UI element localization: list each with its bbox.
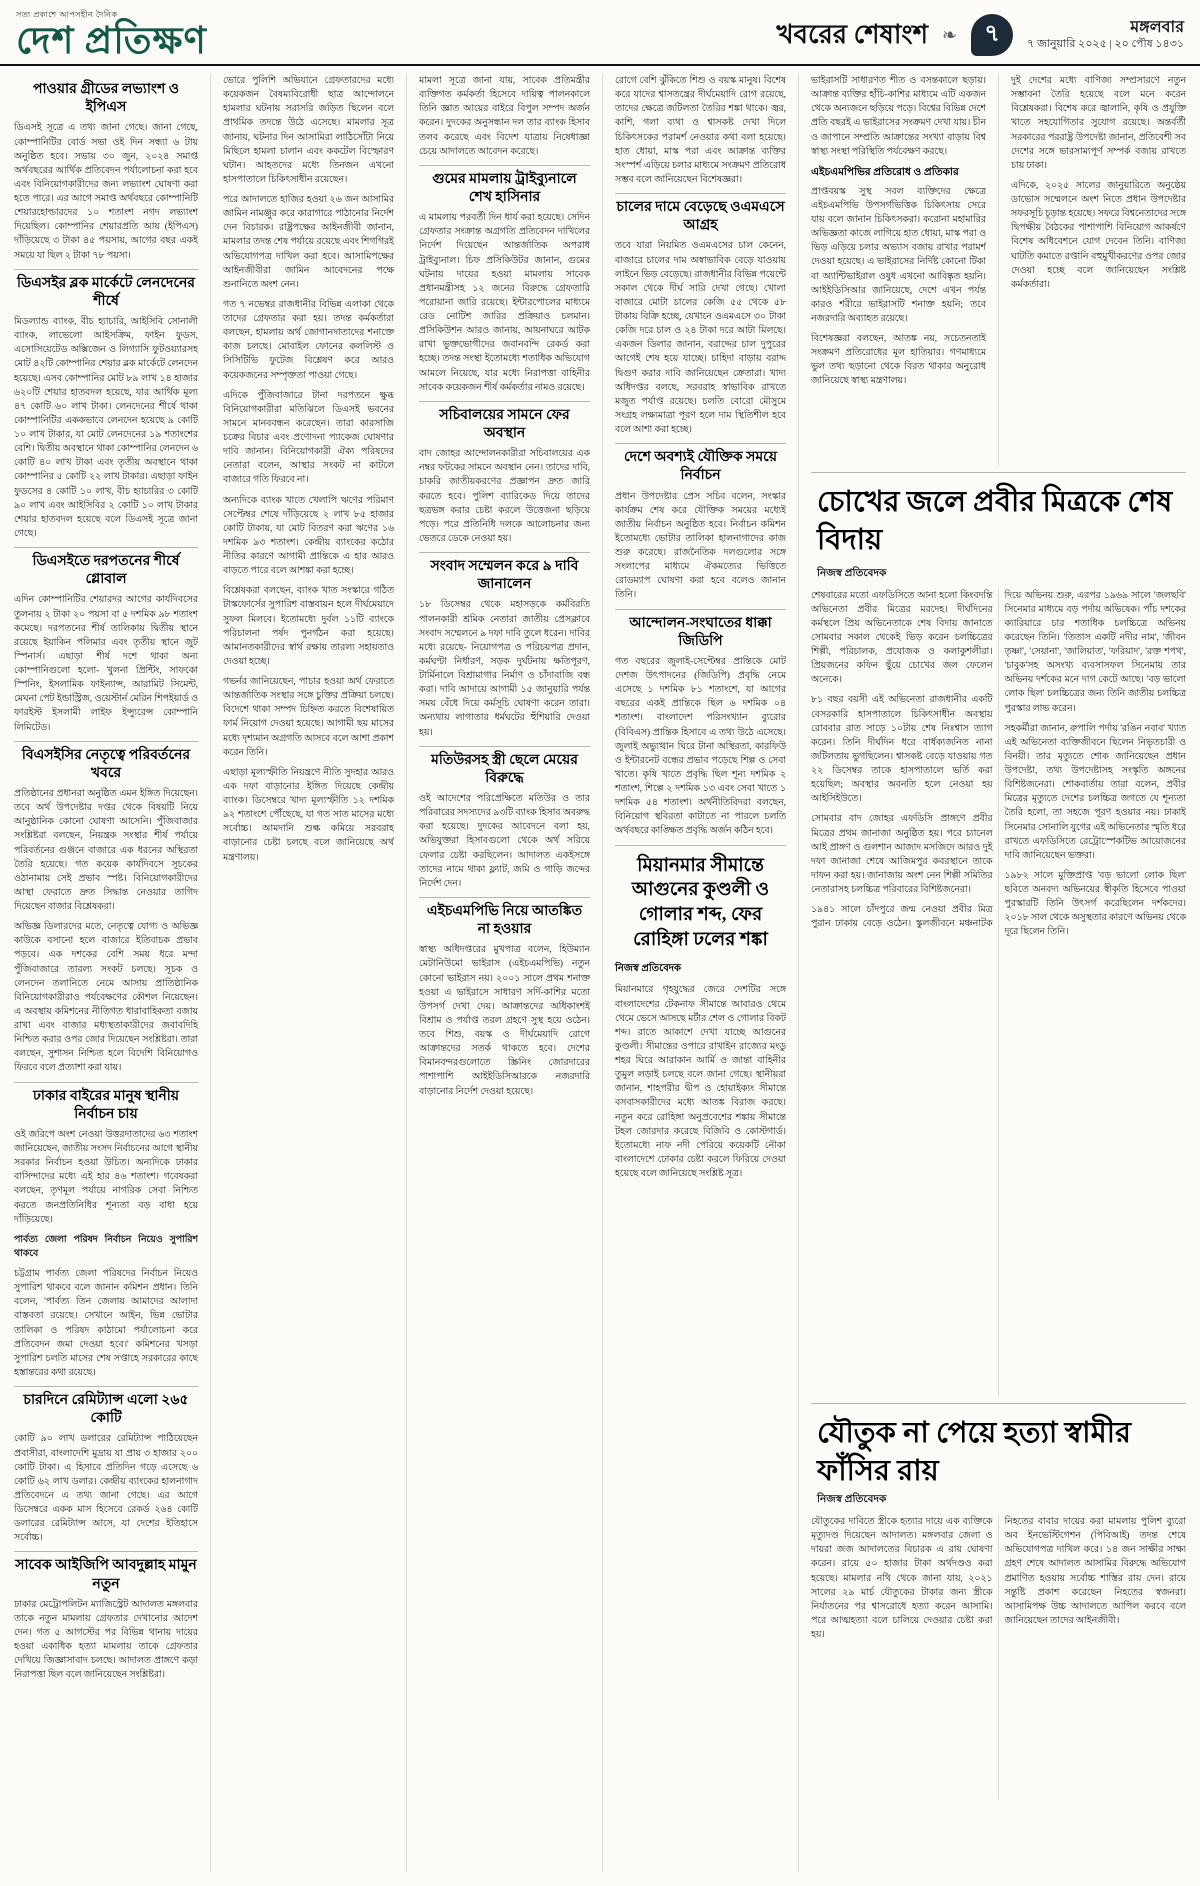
column-2 xyxy=(210,74,394,1872)
headline-matiur-family: মতিউরসহ স্ত্রী ছেলে মেয়ের বিরুদ্ধে xyxy=(419,746,590,792)
body-text: ১৮ ডিসেম্বর থেকে মহাসড়কে কর্মবিরতি পালনকারী শ্রমিক নেতারা জাতীয় প্রেসক্লাবে সংবাদ সম্মেলনে ৯ দফা দাবি তুলে ধরেন। দাবির মধ্যে রয়েছে- নিয়োগপত্র ও পরিচয়পত্র প্রদান, কর্মঘণ্টা নির্ধারণ, সড়ক দুর্ঘটনায় ক্ষতিপূরণ, টার্মিনালে বিশ্রামাগার নির্মাণ ও চাঁদাবাজি বন্ধ করা। দাবি আদায়ে আগামী ১৫ জানুয়ারি পর্যন্ত সময় বেঁধে দিয়ে কর্মসূচি ঘোষণা করেন তারা। অন্যথায় লাগাতার ধর্মঘটের হুঁশিয়ারি দেওয়া হয়। xyxy=(419,600,590,738)
body-text: সোমবার বাদ জোহর এফডিসি প্রাঙ্গণে প্রবীর মিত্রের প্রথম জানাজা অনুষ্ঠিত হয়। পরে চ্যানেল আই প্রাঙ্গণ ও গুলশান আজাদ মসজিদে আরও দুই দফা জানাজা শেষে আজিমপুর কবরস্থানে তাকে দাফন করা হয়। জানাজায় অংশ নেন শিল্পী সমিতির নেতারাসহ চলচ্চিত্র পরিবারের বিশিষ্টজনেরা। xyxy=(811,814,993,896)
body-text: স্বাস্থ্য অধিদপ্তরের মুখপাত্র বলেন, হিউম্যান মেটানিউমো ভাইরাস (এইচএমপিভি) নতুন কোনো ভাইরাস নয়। ২০০১ সালে প্রথম শনাক্ত হওয়া এ ভাইরাসে সাধারণ সর্দি-কাশির মতো উপসর্গ দেখা দেয়। আক্রান্তদের অধিকাংশই বিশ্রাম ও পর্যাপ্ত তরল গ্রহণে সুস্থ হয়ে ওঠেন। তবে শিশু, বয়স্ক ও দীর্ঘমেয়াদি রোগে আক্রান্তদের সতর্ক থাকতে হবে। দেশের বিমানবন্দরগুলোতে স্ক্রিনিং জোরদারের পাশাপাশি আইইডিসিআরকে নজরদারি বাড়ানোর নির্দেশ দেওয়া হয়েছে। xyxy=(419,945,590,1097)
headline-dowry-verdict: যৌতুক না পেয়ে হত্যা স্বামীর ফাঁসির রায় xyxy=(817,1416,1131,1487)
body-text: বিশেষজ্ঞরা বলছেন, আতঙ্ক নয়, সচেতনতাই সংক্রমণ প্রতিরোধের মূল হাতিয়ার। গণমাধ্যমে ভুল তথ্য ছড়ানো থেকে বিরত থাকার অনুরোধ জানিয়েছে স্বাস্থ্য মন্ত্রণালয়। xyxy=(811,334,986,387)
floral-ornament-icon xyxy=(942,26,957,44)
headline-power-grid: পাওয়ার গ্রীডের লভ্যাংশ ও ইপিএস xyxy=(32,82,180,116)
body-text: এদিকে পুঁজিবাজারে টানা দরপতনে ক্ষুব্ধ বিনিয়োগকারীরা মতিঝিলে ডিএসই ভবনের সামনে মানববন্ধন করেছেন। তারা কারসাজি চক্রের বিচার এবং প্রণোদনা প্যাকেজ ঘোষণার দাবি জানান। বিনিয়োগকারী ঐক্য পরিষদের নেতারা বলেন, আস্থার সংকট না কাটলে বাজারে গতি ফিরবে না। xyxy=(223,390,394,486)
byline-dowry-verdict: নিজস্ব প্রতিবেদক xyxy=(817,1494,887,1506)
masthead-tagline: সত্য প্রকাশে আপসহীন দৈনিক xyxy=(16,10,118,19)
section-title: খবরের শেষাংশ xyxy=(776,20,928,49)
header-right-cluster xyxy=(776,14,1184,60)
column-5-top xyxy=(811,74,986,466)
headline-nine-demands: সংবাদ সম্মেলন করে ৯ দাবি জানালেন xyxy=(419,552,590,598)
body-text: কোটি ৯০ লাখ ডলারের রেমিট্যান্স পাঠিয়েছেন প্রবাসীরা, বাংলাদেশি মুদ্রায় যা প্রায় ৩ হাজার ২০০ কোটি টাকা। এ হিসাবে প্রতিদিন গড়ে এসেছে ৬ কোটি ৬২ লাখ ডলার। কেন্দ্রীয় ব্যাংকের হালনাগাদ প্রতিবেদনে এ তথ্য জানা গেছে। এর আগে ডিসেম্বরে একক মাস হিসেবে রেকর্ড ২৬৪ কোটি ডলারের রেমিট্যান্স আসে, যা দেশের ইতিহাসে সর্বোচ্চ। xyxy=(14,1434,198,1544)
day-date-block xyxy=(1027,18,1184,52)
body-text: অভিজ্ঞ ডিলারদের মতে, নেতৃত্বে যোগ্য ও অভিজ্ঞ কাউকে বসানো হলে বাজারে ইতিবাচক প্রভাব পড়বে। এক দশকের বেশি সময় ধরে মন্দা পুঁজিবাজারে তারল্য সংকট চলছে। সূচক ও লেনদেন তলানিতে নেমে আসায় প্রাতিষ্ঠানিক বিনিয়োগকারীরাও পর্যবেক্ষণের কৌশল নিয়েছেন। এ অবস্থায় কমিশনের নীতিগত ধারাবাহিকতা বজায় রাখা এবং বাজার মধ্যস্থতাকারীদের জবাবদিহি নিশ্চিত করার ওপর জোর দিয়েছেন সংশ্লিষ্টরা। তারা বলছেন, সুশাসন নিশ্চিত হলে বিদেশি বিনিয়োগও ফিরবে বলে প্রত্যাশা করা যায়। xyxy=(14,922,198,1074)
byline-prabir-mitra: নিজস্ব প্রতিবেদক xyxy=(817,567,887,579)
body-text: ১৯৪১ সালে চাঁদপুরে জন্ম নেওয়া প্রবীর মিত্র পুরান ঢাকায় বেড়ে ওঠেন। স্কুলজীবনে মঞ্চনাটক দিয়ে অভিনয় শুরু, এরপর ১৯৬৯ সালে 'জলছবি' সিনেমার মাধ্যমে বড় পর্দায় অভিষেক। পাঁচ দশকের ক্যারিয়ারে চার শতাধিক চলচ্চিত্রে অভিনয় করেছেন তিনি। 'তিতাস একটি নদীর নাম', 'জীবন তৃষ্ণা', 'সেয়ানা', 'জালিয়াত', 'ফরিয়াদ', 'রক্ত শপথ', 'চাবুক'সহ অসংখ্য ব্যবসাসফল সিনেমায় তার অভিনয় দর্শকের মনে দাগ কেটে আছে। 'বড় ভালো লোক ছিল' চলচ্চিত্রের জন্য তিনি জাতীয় চলচ্চিত্র পুরস্কার লাভ করেন। xyxy=(811,590,1186,930)
body-text: গত বছরের জুলাই-সেপ্টেম্বর প্রান্তিকে মোট দেশজ উৎপাদনের (জিডিপি) প্রবৃদ্ধি নেমে এসেছে ১ দশমিক ৮১ শতাংশে, যা আগের বছরের একই প্রান্তিকে ছিল ৬ দশমিক ০৪ শতাংশ। বাংলাদেশ পরিসংখ্যান ব্যুরোর (বিবিএস) প্রান্তিক হিসাবে এ তথ্য উঠে এসেছে। জুলাই অভ্যুত্থান ঘিরে টানা অস্থিরতা, কারফিউ ও ইন্টারনেট বন্ধের প্রভাব পড়েছে শিল্প ও সেবা খাতে। কৃষি খাতে প্রবৃদ্ধি ছিল শূন্য দশমিক ২ শতাংশ, শিল্পে ২ দশমিক ১৩ এবং সেবা খাতে ১ দশমিক ৫৪ শতাংশ। অর্থনীতিবিদরা বলছেন, বিনিয়োগ স্থবিরতা কাটাতে না পারলে চলতি অর্থবছরে কাঙ্ক্ষিত প্রবৃদ্ধি অর্জন কঠিন হবে। xyxy=(615,656,786,837)
body-text: ঢাকার মেট্রোপলিটন ম্যাজিস্ট্রেট আদালত মঙ্গলবার তাকে নতুন মামলায় গ্রেফতার দেখানোর আদেশ দেন। গত ৫ আগস্টের পর বিভিন্ন থানায় দায়ের হওয়া একাধিক হত্যা মামলায় তাকে গ্রেফতার দেখিয়ে জিজ্ঞাসাবাদ চলছে। আদালত প্রাঙ্গণে কড়া নিরাপত্তা ছিল বলে জানিয়েছেন সংশ্লিষ্টরা। xyxy=(14,1599,198,1681)
body-text: মামলা সূত্রে জানা যায়, সাবেক প্রতিমন্ত্রীর ব্যক্তিগত কর্মকর্তা হিসেবে দায়িত্ব পালনকালে তিনি জ্ঞাত আয়ের বাইরে বিপুল সম্পদ অর্জন করেন। দুদকের অনুসন্ধান দল তার ব্যাংক হিসাব তলব করেছে এবং বিদেশ যাত্রায় নিষেধাজ্ঞা চেয়ে আদালতে আবেদন করেছে। xyxy=(419,76,590,157)
body-text: এ মামলায় পরবর্তী দিন ধার্য করা হয়েছে। সেদিন গ্রেফতার সংক্রান্ত অগ্রগতি প্রতিবেদন দাখিলের নির্দেশ দিয়েছেন আন্তর্জাতিক অপরাধ ট্রাইব্যুনাল। চিফ প্রসিকিউটর জানান, গুমের ঘটনায় দায়ের হওয়া মামলায় সাবেক প্রধানমন্ত্রীসহ ১২ জনের বিরুদ্ধে গ্রেফতারি পরোয়ানা জারি রয়েছে। ইন্টারপোলের মাধ্যমে রেড নোটিশ জারির প্রক্রিয়াও চলমান। প্রসিকিউশন আরও জানায়, আয়নাঘরে আটক রাখা ভুক্তভোগীদের জবানবন্দি রেকর্ড করা হচ্ছে। তদন্ত সংস্থা ইতোমধ্যে শতাধিক অভিযোগ আমলে নিয়েছে, যার মধ্যে নিরাপত্তা বাহিনীর সাবেক কয়েকজন শীর্ষ কর্মকর্তার নামও রয়েছে। xyxy=(419,213,590,393)
column-3 xyxy=(406,74,590,1872)
headline-local-elections: ঢাকার বাইরের মানুষ স্থানীয় নির্বাচন চায় xyxy=(14,1082,198,1128)
headline-dse-block-market: ডিএসইর ব্লক মার্কেটে লেনদেনের শীর্ষে xyxy=(14,269,198,315)
date-label: ৭ জানুয়ারি ২০২৫ | ২০ পৌষ ১৪৩১ xyxy=(1027,38,1184,51)
body-text: মিয়ানমারে গৃহযুদ্ধের জেরে দেশটির সঙ্গে বাংলাদেশের টেকনাফ সীমান্তে আবারও থেমে থেমে ভেসে আসছে মর্টার শেল ও গোলার বিকট শব্দ। রাতে আকাশে দেখা যাচ্ছে আগুনের কুণ্ডলী। সীমান্তের ওপারে রাখাইন রাজ্যের মংডু শহর ঘিরে আরাকান আর্মি ও জান্তা বাহিনীর তুমুল লড়াই চলছে বলে জানা গেছে। স্থানীয়রা জানান, শাহপরীর দ্বীপ ও হোয়াইক্যং সীমান্তে বসবাসকারীদের মধ্যে আতঙ্ক বিরাজ করছে। নতুন করে রোহিঙ্গা অনুপ্রবেশের শঙ্কায় সীমান্তে টহল জোরদার করেছে বিজিবি ও কোস্টগার্ড। ইতোমধ্যে নাফ নদী পেরিয়ে কয়েকটি নৌকা বাংলাদেশে ঢোকার চেষ্টা করলে ফিরিয়ে দেওয়া হয়েছে বলে জানিয়েছে সংশ্লিষ্ট সূত্র। xyxy=(615,985,786,1179)
body-text: নিহতের বাবার দায়ের করা মামলায় পুলিশ ব্যুরো অব ইনভেস্টিগেশন (পিবিআই) তদন্ত শেষে অভিযোগপত্র দাখিল করে। ১৪ জন সাক্ষীর সাক্ষ্য গ্রহণ শেষে আদালত আসামির বিরুদ্ধে অভিযোগ প্রমাণিত হওয়ায় সর্বোচ্চ শাস্তির রায় দেন। রায়ে সন্তুষ্টি প্রকাশ করেছেন নিহতের স্বজনরা। আসামিপক্ষ উচ্চ আদালতে আপিল করবে বলে জানিয়েছেন তাদের আইনজীবী। xyxy=(1004,1517,1186,1626)
headline-secretariat-protest: সচিবালয়ের সামনে ফের অবস্থান xyxy=(419,401,590,447)
headline-myanmar-border: মিয়ানমার সীমান্তে আগুনের কুণ্ডলী ও গোলার শব্দ, ফের রোহিঙ্গা ঢলের শঙ্কা xyxy=(615,845,786,958)
body-text: পরে আদালতে হাজির হওয়া ২৬ জন আসামির জামিন নামঞ্জুর করে কারাগারে পাঠানোর নির্দেশ দেন বিচারক। রাষ্ট্রপক্ষের আইনজীবী জানান, মামলার তদন্ত শেষ পর্যায়ে রয়েছে এবং শিগগিরই অভিযোগপত্র দাখিল করা হবে। আসামিপক্ষের আইনজীবীরা জামিন আবেদনের পক্ষে শুনানিতে অংশ নেন। xyxy=(223,195,394,290)
headline-prabir-mitra-farewell: চোখের জলে প্রবীর মিত্রকে শেষ বিদায় xyxy=(817,486,1173,557)
headline-tribunal-hasina: গুমের মামলায় ট্রাইব্যুনালে শেখ হাসিনার xyxy=(419,165,590,211)
body-text: বিশ্লেষকরা বলছেন, ব্যাংক খাত সংস্কারে গঠিত টাস্কফোর্সের সুপারিশ বাস্তবায়ন হলে দীর্ঘমেয়াদে সুফল মিলবে। ইতোমধ্যে দুর্বল ১১টি ব্যাংকে পরিচালনা পর্ষদ পুনর্গঠন করা হয়েছে। আমানতকারীদের স্বার্থ রক্ষায় তারল্য সহায়তাও দেওয়া হচ্ছে। xyxy=(223,586,394,667)
headline-gdp-shock: আন্দোলন-সংঘাতের ধাক্কা জিডিপি xyxy=(615,609,786,655)
body-text: চট্টগ্রাম পার্বত্য জেলা পরিষদের নির্বাচন নিয়েও সুপারিশ থাকবে বলে জানান কমিশন প্রধান। তিনি বলেন, 'পার্বত্য তিন জেলায় আমাদের আলাদা বাস্তবতা রয়েছে। সেখানে আইন, ভিন্ন ভোটার তালিকা ও পরিষদ কাঠামো পর্যালোচনা করে প্রতিবেদন জমা দেওয়া হবে।' কমিশনের খসড়া সুপারিশ চলতি মাসের শেষ সপ্তাহে সরকারের কাছে হস্তান্তরের কথা রয়েছে। xyxy=(14,1269,198,1378)
byline-myanmar: নিজস্ব প্রতিবেদক xyxy=(615,963,682,975)
headline-hmpv-no-panic: এইচএমপিভি নিয়ে আতঙ্কিত না হওয়ার xyxy=(419,897,590,943)
body-text: এদিকে, ২০২৫ সালের জানুয়ারিতে অনুষ্ঠেয় ডাভোস সম্মেলনে অংশ নিতে প্রধান উপদেষ্টার সফরসূচি চূড়ান্ত হয়েছে। সফরে বিশ্বনেতাদের সঙ্গে দ্বিপক্ষীয় বৈঠকের পাশাপাশি বিনিয়োগ আকর্ষণে বিশেষ অধিবেশনে যোগ দেবেন তিনি। বাণিজ্য ঘাটতি কমাতে রপ্তানি বহুমুখীকরণের ওপর জোর দেওয়া হচ্ছে বলে জানিয়েছেন সংশ্লিষ্ট কর্মকর্তারা। xyxy=(1011,180,1186,290)
headline-ex-igp: সাবেক আইজিপি আবদুল্লাহ মামুন নতুন xyxy=(14,1551,198,1597)
body-text: ভোরে পুলিশি অভিযানে গ্রেফতারদের মধ্যে কয়েকজন বৈষম্যবিরোধী ছাত্র আন্দোলনে হামলার ঘটনায় সরাসরি জড়িত ছিলেন বলে প্রাথমিক তদন্তে উঠে এসেছে। মামলার সূত্র জানায়, ঘটনার দিন আসামিরা লাঠিসোঁটা নিয়ে মিছিলে হামলা চালান এবং ককটেল বিস্ফোরণ ঘটান। আহতদের মধ্যে তিনজন এখনো হাসপাতালে চিকিৎসাধীন রয়েছেন। xyxy=(223,76,394,185)
column-4 xyxy=(602,74,786,1872)
feature-body-two-columns xyxy=(811,589,1186,1397)
body-text: ওই জরিপে অংশ নেওয়া উত্তরদাতাদের ৬৩ শতাংশ জানিয়েছেন, জাতীয় সংসদ নির্বাচনের আগে স্থানীয় সরকার নির্বাচন হওয়া উচিত। অন্যদিকে ঢাকার বাসিন্দাদের মধ্যে এই হার ৪৬ শতাংশ। গবেষকরা বলছেন, তৃণমূল পর্যায়ে নাগরিক সেবা নিশ্চিত করতে জনপ্রতিনিধির শূন্যতা বড় বাধা হয়ে দাঁড়িয়েছে। xyxy=(14,1129,198,1225)
headline-dse-top-losers: ডিএসইতে দরপতনের শীর্ষে গ্লোবাল xyxy=(14,547,198,593)
page-header xyxy=(0,0,1200,66)
body-text: এছাড়া মূল্যস্ফীতি নিয়ন্ত্রণে নীতি সুদহার আরও এক দফা বাড়ানোর ইঙ্গিত দিয়েছে কেন্দ্রীয় ব্যাংক। ডিসেম্বরে খাদ্য মূল্যস্ফীতি ১২ দশমিক ৯২ শতাংশে পৌঁছেছে, যা গত সাত মাসের মধ্যে সর্বোচ্চ। আমদানি শুল্ক কমিয়ে সরবরাহ বাড়ানোর চেষ্টা চলছে বলে জানিয়েছে অর্থ মন্ত্রণালয়। xyxy=(223,767,394,863)
article-prabir-mitra-farewell xyxy=(811,472,1186,1397)
body-text: প্রধান উপদেষ্টার প্রেস সচিব বলেন, সংস্কার কার্যক্রম শেষ করে যৌক্তিক সময়ের মধ্যেই জাতীয় নির্বাচন অনুষ্ঠিত হবে। নির্বাচন কমিশন ইতোমধ্যে ভোটার তালিকা হালনাগাদের কাজ শুরু করেছে। রাজনৈতিক দলগুলোর সঙ্গে সংলাপের মাধ্যমে ঐকমত্যের ভিত্তিতে রোডম্যাপ ঘোষণা করা হবে বলেও জানান তিনি। xyxy=(615,491,786,601)
masthead-block xyxy=(16,9,207,60)
column-6-top xyxy=(998,74,1186,466)
day-label: মঙ্গলবার xyxy=(1130,19,1184,37)
page-columns xyxy=(0,66,1200,1872)
body-text: দুই দেশের মধ্যে বাণিজ্য সম্প্রসারণে নতুন সম্ভাবনা তৈরি হয়েছে বলে মনে করেন বিশ্লেষকরা। বিশেষ করে জ্বালানি, কৃষি ও প্রযুক্তি খাতে সহযোগিতার সুযোগ রয়েছে। অন্তর্বর্তী সরকারের পররাষ্ট্র উপদেষ্টা জানান, প্রতিবেশী সব দেশের সঙ্গে ভারসাম্যপূর্ণ সম্পর্ক বজায় রাখতে চায় ঢাকা। xyxy=(1011,76,1186,171)
body-text: সহকর্মীরা জানান, রুপালি পর্দায় 'রঙিন নবাব' খ্যাত এই অভিনেতা ব্যক্তিজীবনে ছিলেন নিভৃতচারী ও বিনয়ী। তার মৃত্যুতে শোক জানিয়েছেন প্রধান উপদেষ্টা, তথ্য উপদেষ্টাসহ সংস্কৃতি অঙ্গনের বিশিষ্টজনেরা। শোকবার্তায় তারা বলেন, প্রবীর মিত্রের মৃত্যুতে দেশের চলচ্চিত্র জগতে যে শূন্যতা তৈরি হলো, তা সহজে পূরণ হওয়ার নয়। ঢাকাই সিনেমার সোনালি যুগের এই অভিনেতার স্মৃতি ধরে রাখতে এফডিসিতে রেট্রোস্পেকটিভ আয়োজনের দাবি জানিয়েছেন ভক্তরা। xyxy=(1004,723,1186,861)
page-number-badge: ৭ xyxy=(971,14,1013,56)
headline-remittance: চারদিনে রেমিট্যান্স এলো ২৬৫ কোটি xyxy=(14,1386,198,1432)
column-1 xyxy=(14,74,198,1872)
headline-oms-rice: চালের দামে বেড়েছে ওএমএসে আগ্রহ xyxy=(615,193,786,239)
body-text: গত ৭ নভেম্বর রাজধানীর বিভিন্ন এলাকা থেকে তাদের গ্রেফতার করা হয়। তদন্ত কর্মকর্তারা বলছেন, হামলায় অর্থ জোগানদাতাদের শনাক্তে কাজ চলছে। মোবাইল ফোনের কললিস্ট ও সিসিটিভি ফুটেজ বিশ্লেষণ করে আরও কয়েকজনের সম্পৃক্ততা পাওয়া গেছে। xyxy=(223,299,394,381)
body-text: রোগে বেশি ঝুঁকিতে শিশু ও বয়স্ক মানুষ। বিশেষ করে যাদের শ্বাসতন্ত্রের দীর্ঘমেয়াদি রোগ রয়েছে, তাদের ক্ষেত্রে জটিলতা তৈরির শঙ্কা থাকে। জ্বর, কাশি, গলা ব্যথা ও শ্বাসকষ্ট দেখা দিলে চিকিৎসকের পরামর্শ নেওয়ার কথা বলা হয়েছে। হাত ধোয়া, মাস্ক পরা এবং আক্রান্ত ব্যক্তির সংস্পর্শ এড়িয়ে চলার মাধ্যমে সংক্রমণ প্রতিরোধ সম্ভব বলে জানিয়েছেন বিশেষজ্ঞরা। xyxy=(615,76,786,185)
article-dowry-verdict xyxy=(811,1403,1186,1800)
body-text: গভর্নর জানিয়েছেন, পাচার হওয়া অর্থ ফেরাতে আন্তর্জাতিক সংস্থার সঙ্গে চুক্তির প্রক্রিয়া চলছে। বিদেশে থাকা সম্পদ চিহ্নিত করতে বিশেষায়িত ফার্ম নিয়োগ দেওয়া হয়েছে। আগামী ছয় মাসের মধ্যে দৃশ্যমান অগ্রগতি আসবে বলে আশা প্রকাশ করেন তিনি। xyxy=(223,677,394,758)
body-text: ওই আদেশের পরিপ্রেক্ষিতে মতিউর ও তার পরিবারের সদস্যদের ৯৩টি ব্যাংক হিসাব অবরুদ্ধ করা হয়েছে। দুদকের আবেদনে বলা হয়, অভিযুক্তরা হিসাবগুলো থেকে অর্থ সরিয়ে ফেলার চেষ্টা করছিলেন। আদালত একইসঙ্গে তাদের নামে থাকা ফ্ল্যাট, জমি ও গাড়ি জব্দের নির্দেশ দেন। xyxy=(419,794,590,889)
newspaper-title: দেশ প্রতিক্ষণ xyxy=(16,21,207,62)
body-text: তবে যারা নিয়মিত ওএমএসের চাল কেনেন, বাজারে চালের দাম অস্বাভাবিক বেড়ে যাওয়ায় লাইনে ভিড় বেড়েছে। রাজধানীর বিভিন্ন পয়েন্টে সকাল থেকে দীর্ঘ সারি দেখা গেছে। খোলা বাজারে মোটা চালের কেজি ৫৫ থেকে ৫৮ টাকায় বিক্রি হচ্ছে, যেখানে ওএমএসে ৩০ টাকা কেজি দরে চাল ও ২৪ টাকা দরে আটা মিলছে। একজন ডিলার জানান, বরাদ্দের চাল দুপুরের আগেই শেষ হয়ে যাচ্ছে। চাহিদা বাড়ায় বরাদ্দ দ্বিগুণ করার দাবি জানিয়েছেন ক্রেতারা। খাদ্য অধিদপ্তর বলছে, সরবরাহ স্বাভাবিক রাখতে মজুত পর্যাপ্ত রয়েছে। চলতি বোরো মৌসুমে সংগ্রহ লক্ষ্যমাত্রা পূরণ হলে দাম স্থিতিশীল হবে বলে আশা করা হচ্ছে। xyxy=(615,241,786,435)
sub-headline-hill-councils: পার্বত্য জেলা পরিষদ নির্বাচন নিয়েও সুপারিশ থাকবে xyxy=(14,1234,198,1259)
body-text: ৮১ বছর বয়সী এই অভিনেতা রাজধানীর একটি বেসরকারি হাসপাতালে চিকিৎসাধীন অবস্থায় রোববার রাত সাড়ে ১০টায় শেষ নিঃশ্বাস ত্যাগ করেন। তিনি দীর্ঘদিন ধরে বার্ধক্যজনিত নানা জটিলতায় ভুগছিলেন। শ্বাসকষ্ট বেড়ে যাওয়ায় গত ২২ ডিসেম্বর তাকে হাসপাতালে ভর্তি করা হয়েছিল; অবস্থার অবনতি হলে নেওয়া হয় আইসিইউতে। xyxy=(811,695,993,805)
feature-body-two-columns xyxy=(811,1515,1186,1799)
body-text: ১৯৮২ সালে মুক্তিপ্রাপ্ত 'বড় ভালো লোক ছিল' ছবিতে অনবদ্য অভিনয়ের স্বীকৃতি হিসেবে পাওয়া পুরস্কারটি তিনি উৎসর্গ করেছিলেন দর্শকদের। ২০১৮ সাল থেকে অসুস্থতার কারণে অভিনয় থেকে দূরে ছিলেন তিনি। xyxy=(1004,870,1186,938)
body-text: প্রতিষ্ঠানের প্রধানরা অনুষ্ঠিত এমন ইঙ্গিত দিয়েছেন। তবে অর্থ উপদেষ্টার দপ্তর থেকে বিষয়টি নিয়ে আনুষ্ঠানিক কোনো ঘোষণা আসেনি। পুঁজিবাজার সংশ্লিষ্টরা বলছেন, নিয়ন্ত্রক সংস্থার শীর্ষ পর্যায়ে পরিবর্তনের গুঞ্জনে বাজারে এক ধরনের অস্থিরতা তৈরি হয়েছে। গত কয়েক কার্যদিবসে সূচকের ওঠানামায় সেই প্রভাব স্পষ্ট। বিনিয়োগকারীদের আস্থা ফেরাতে দ্রুত সিদ্ধান্ত নেওয়ার তাগিদ দিয়েছেন বাজার বিশ্লেষকরা। xyxy=(14,789,198,912)
headline-timely-election: দেশে অবশ্যই যৌক্তিক সময়ে নির্বাচন xyxy=(615,443,786,489)
right-region xyxy=(798,74,1186,1872)
body-text: বাদ জোহর আন্দোলনকারীরা সচিবালয়ের এক নম্বর ফটকের সামনে অবস্থান নেন। তাদের দাবি, চাকরি জাতীয়করণের প্রজ্ঞাপন দ্রুত জারি করতে হবে। পুলিশ ব্যারিকেড দিয়ে তাদের ছত্রভঙ্গ করার চেষ্টা করলে উত্তেজনা ছড়িয়ে পড়ে। পরে প্রতিনিধি দলকে আলোচনার জন্য ভেতরে ডেকে নেওয়া হয়। xyxy=(419,449,590,544)
body-text: এদিন কোম্পানিটির শেয়ারদর আগের কার্যদিবসের তুলনায় ২ টাকা ২০ পয়সা বা ৫ দশমিক ৯৮ শতাংশ কমেছে। দরপতনের শীর্ষ তালিকায় দ্বিতীয় স্থানে রয়েছে ইয়াকিন পলিমার এবং তৃতীয় স্থানে জুট স্পিনার্স। এছাড়া শীর্ষ দশে থাকা অন্য কোম্পানিগুলো হলো- খুলনা প্রিন্টিং, সাফকো স্পিনিং, ইসলামিক ফাইন্যান্স, আরামিট সিমেন্ট, মেঘনা পেট ইন্ডাস্ট্রিজ, ওয়েস্টার্ন মেরিন শিপইয়ার্ড ও ফারইস্ট ইসলামী লাইফ ইন্স্যুরেন্স কোম্পানি লিমিটেড। xyxy=(14,595,198,733)
sub-headline-hmpv-prevention: এইচএমপিভির প্রতিরোধ ও প্রতিকার xyxy=(811,166,959,178)
body-text: প্রাপ্তবয়স্ক সুস্থ সবল ব্যক্তিদের ক্ষেত্রে এইচএমপিভি উপসর্গভিত্তিক চিকিৎসায় সেরে যায় বলে জানান চিকিৎসকরা। করোনা মহামারির অভিজ্ঞতা কাজে লাগিয়ে হাত ধোয়া, মাস্ক পরা ও ভিড় এড়িয়ে চলার অভ্যাস বজায় রাখার পরামর্শ দেওয়া হয়েছে। এ ভাইরাসের নির্দিষ্ট কোনো টিকা বা অ্যান্টিভাইরাল ওষুধ এখনো আবিষ্কৃত হয়নি। আইইডিসিআর জানিয়েছে, দেশে এখন পর্যন্ত কারও শরীরে ভাইরাসটি শনাক্ত হয়নি; তবে নজরদারি অব্যাহত রয়েছে। xyxy=(811,186,986,324)
body-text: শেষবারের মতো এফডিসিতে আনা হলো কিংবদন্তি অভিনেতা প্রবীর মিত্রের মরদেহ। দীর্ঘদিনের কর্মস্থলে প্রিয় অভিনেতাকে শেষ বিদায় জানাতে সোমবার সকাল থেকেই ভিড় করেন চলচ্চিত্রের শিল্পী, পরিচালক, প্রযোজক ও কলাকুশলীরা। প্রিয়জনের কফিন ছুঁয়ে চোখের জল ফেলেন অনেকে। xyxy=(811,590,993,686)
headline-bsec-leadership: বিএসইসির নেতৃত্বে পরিবর্তনের খবরে xyxy=(14,741,198,787)
body-text: যৌতুকের দাবিতে স্ত্রীকে হত্যার দায়ে এক ব্যক্তিকে মৃত্যুদণ্ড দিয়েছেন আদালত। মঙ্গলবার জেলা ও দায়রা জজ আদালতের বিচারক এ রায় ঘোষণা করেন। রায়ে ৫০ হাজার টাকা অর্থদণ্ডও করা হয়েছে। মামলার নথি থেকে জানা যায়, ২০২১ সালের ২৯ মার্চ যৌতুকের টাকার জন্য স্ত্রীকে নির্যাতনের পর শ্বাসরোধে হত্যা করেন আসামি। পরে আত্মহত্যা বলে চালিয়ে দেওয়ার চেষ্টা করা হয়। xyxy=(811,1517,993,1641)
body-text: মিডল্যান্ড ব্যাংক, বীচ হ্যাচারি, আইসিবি সোনালী ব্যাংক, লাভেলো আইসক্রিম, ফাইন ফুডস, এসোসিয়েটেড অক্সিজেন ও লিগ্যাসি ফুটওয়্যারসহ মোট ৪২টি কোম্পানির শেয়ার ব্লক মার্কেটে লেনদেন হয়েছে। এসব কোম্পানির মোট ৮৯ লাখ ১৪ হাজার ৬২০টি শেয়ার হাতবদল হয়েছে, যার আর্থিক মূল্য ৪৭ কোটি ৬০ লাখ টাকা। লেনদেনের শীর্ষে থাকা কোম্পানিটির এককভাবে লেনদেন হয়েছে ৯ কোটি ১০ লাখ টাকার, যা মোট লেনদেনের ১৯ শতাংশের বেশি। দ্বিতীয় অবস্থানে থাকা কোম্পানির লেনদেন ৬ কোটি ৪০ লাখ টাকা এবং তৃতীয় অবস্থানে থাকা কোম্পানির ৫ কোটি ২২ লাখ টাকার। এছাড়া ফাইন ফুডসের ৪ কোটি ১০ লাখ, বীচ হ্যাচারির ৩ কোটি ৯০ লাখ এবং আইসিবির ২ কোটি ১০ লাখ টাকার শেয়ার হাতবদল হয়েছে বলে ডিএসই সূত্রে জানা গেছে। xyxy=(14,317,198,539)
body-text: ডিএসই সূত্রে এ তথ্য জানা গেছে। জানা গেছে, কোম্পানিটির বোর্ড সভা ওই দিন সন্ধ্যা ৬ টায় অনুষ্ঠিত হবে। সভায় ৩০ জুন, ২০২৪ সমাপ্ত অর্থবছরের আর্থিক প্রতিবেদন পর্যালোচনা করা হবে এবং বিনিয়োগকারীদের জন্য লভ্যাংশ ঘোষণা করা হতে পারে। এর আগে সমাপ্ত অর্থবছরে কোম্পানিটি শেয়ারহোল্ডারদের ১০ শতাংশ নগদ লভ্যাংশ দিয়েছিল। কোম্পানির শেয়ারপ্রতি আয় (ইপিএস) দাঁড়িয়েছে ৩ টাকা ৪৫ পয়সায়, আগের বছর একই সময়ে যা ছিল ২ টাকা ৭৮ পয়সা। xyxy=(14,123,198,261)
right-top-row xyxy=(811,74,1186,466)
body-text: ভাইরাসটি সাধারণত শীত ও বসন্তকালে ছড়ায়। আক্রান্ত ব্যক্তির হাঁচি-কাশির মাধ্যমে এটি একজন থেকে অন্যজনে ছড়িয়ে পড়ে। বিশ্বের বিভিন্ন দেশে প্রতি বছরই এ ভাইরাসের সংক্রমণ দেখা যায়। চীন ও জাপানে সম্প্রতি আক্রান্তের সংখ্যা বাড়ায় বিশ্ব স্বাস্থ্য সংস্থা পরিস্থিতি পর্যবেক্ষণ করছে। xyxy=(811,76,986,157)
body-text: অন্যদিকে ব্যাংক খাতে খেলাপি ঋণের পরিমাণ সেপ্টেম্বর শেষে দাঁড়িয়েছে ২ লাখ ৮৫ হাজার কোটি টাকায়, যা মোট বিতরণ করা ঋণের ১৬ দশমিক ৯৩ শতাংশ। কেন্দ্রীয় ব্যাংকের কঠোর নীতির কারণে আগামী প্রান্তিকে এ হার আরও বাড়তে পারে বলে আশঙ্কা করা হচ্ছে। xyxy=(223,495,394,577)
